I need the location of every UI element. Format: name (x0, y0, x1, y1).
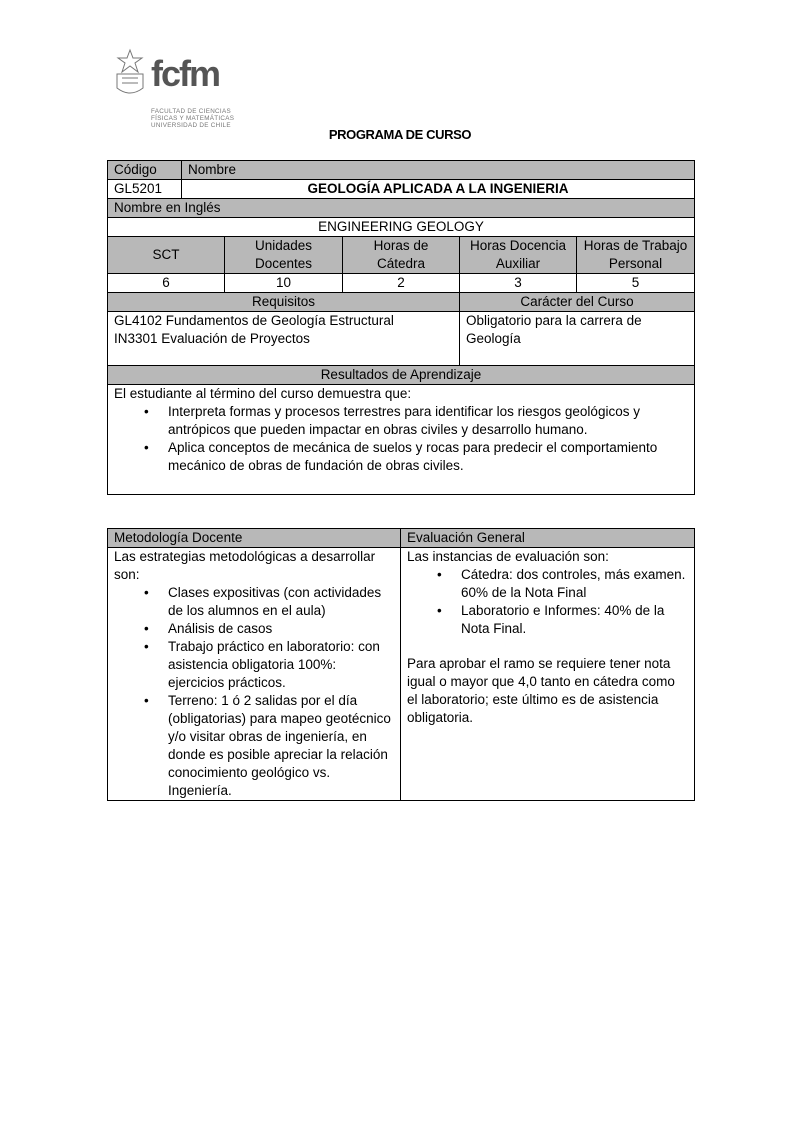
list-item: • Laboratorio e Informes: 40% de la Nota Final. (461, 602, 688, 638)
list-item: • Aplica conceptos de mecánica de suelos y rocas para predecir el comportamiento mecánico de obras de fundación de obras civiles. (168, 439, 688, 475)
sct-value: 6 (108, 274, 225, 293)
evaluation-cell (401, 548, 695, 801)
methodology-header: Metodología Docente (108, 529, 401, 548)
list-item: • Análisis de casos (168, 620, 394, 638)
course-character: Obligatorio para la carrera de Geología (460, 312, 695, 366)
english-name: ENGINEERING GEOLOGY (108, 218, 695, 237)
name-header: Nombre (182, 161, 695, 180)
evaluation-note: Para aprobar el ramo se requiere tener nota igual o mayor que 4,0 tanto en cátedra como el laboratorio; este último es de asistencia obligatoria. (407, 656, 675, 725)
personal-hours-value: 5 (577, 274, 695, 293)
list-item: • Terreno: 1 ó 2 salidas por el día (obligatorias) para mapeo geotécnico y/o visitar obras de ingeniería, en donde es posible apreciar la relación conocimiento geológico vs. Ingeniería. (168, 692, 394, 800)
english-name-header: Nombre en Inglés (108, 199, 695, 218)
personal-hours-header: Horas de Trabajo Personal (577, 237, 695, 274)
requirements-header: Requisitos (108, 293, 460, 312)
logo-subtitle: FÍSICAS Y MATEMÁTICAS (151, 115, 235, 122)
logo-subtitle: FACULTAD DE CIENCIAS (151, 108, 231, 115)
character-header: Carácter del Curso (460, 293, 695, 312)
course-name: GEOLOGÍA APLICADA A LA INGENIERIA (182, 180, 695, 199)
requirements-cell (108, 312, 460, 366)
methodology-list (114, 584, 394, 800)
list-item: • Trabajo práctico en laboratorio: con asistencia obligatoria 100%: ejercicios prácticos. (168, 638, 394, 692)
aux-hours-value: 3 (460, 274, 577, 293)
university-seal-icon (112, 48, 148, 100)
logo-subtitle: UNIVERSIDAD DE CHILE (151, 122, 231, 129)
learning-results-header: Resultados de Aprendizaje (108, 366, 695, 385)
lecture-hours-value: 2 (343, 274, 460, 293)
requirement: IN3301 Evaluación de Proyectos (114, 331, 310, 346)
code-header: Código (108, 161, 182, 180)
list-item: • Interpreta formas y procesos terrestres para identificar los riesgos geológicos y antrópicos que pueden impactar en obras civiles y desarrollo humano. (168, 403, 688, 439)
methodology-cell (108, 548, 401, 801)
units-value: 10 (225, 274, 343, 293)
list-item: • Cátedra: dos controles, más examen. 60% de la Nota Final (461, 566, 688, 602)
lecture-hours-header: Horas de Cátedra (343, 237, 460, 274)
aux-hours-header: Horas Docencia Auxiliar (460, 237, 577, 274)
course-info-table (107, 160, 695, 495)
evaluation-intro: Las instancias de evaluación son: (407, 549, 609, 564)
units-header: Unidades Docentes (225, 237, 343, 274)
fcfm-logo (112, 48, 252, 130)
evaluation-header: Evaluación General (401, 529, 695, 548)
logo-wordmark: fcfm (151, 53, 220, 94)
course-code: GL5201 (108, 180, 182, 199)
methodology-intro: Las estrategias metodológicas a desarrollar son: (114, 549, 376, 582)
page-title: PROGRAMA DE CURSO (328, 127, 472, 142)
results-list (114, 403, 688, 475)
requirement: GL4102 Fundamentos de Geología Estructural (114, 313, 394, 328)
evaluation-list (407, 566, 688, 638)
list-item: • Clases expositivas (con actividades de los alumnos en el aula) (168, 584, 394, 620)
learning-results-cell (108, 385, 695, 495)
results-intro: El estudiante al término del curso demuestra que: (114, 386, 412, 401)
sct-header: SCT (108, 237, 225, 274)
methodology-evaluation-table (107, 528, 695, 801)
